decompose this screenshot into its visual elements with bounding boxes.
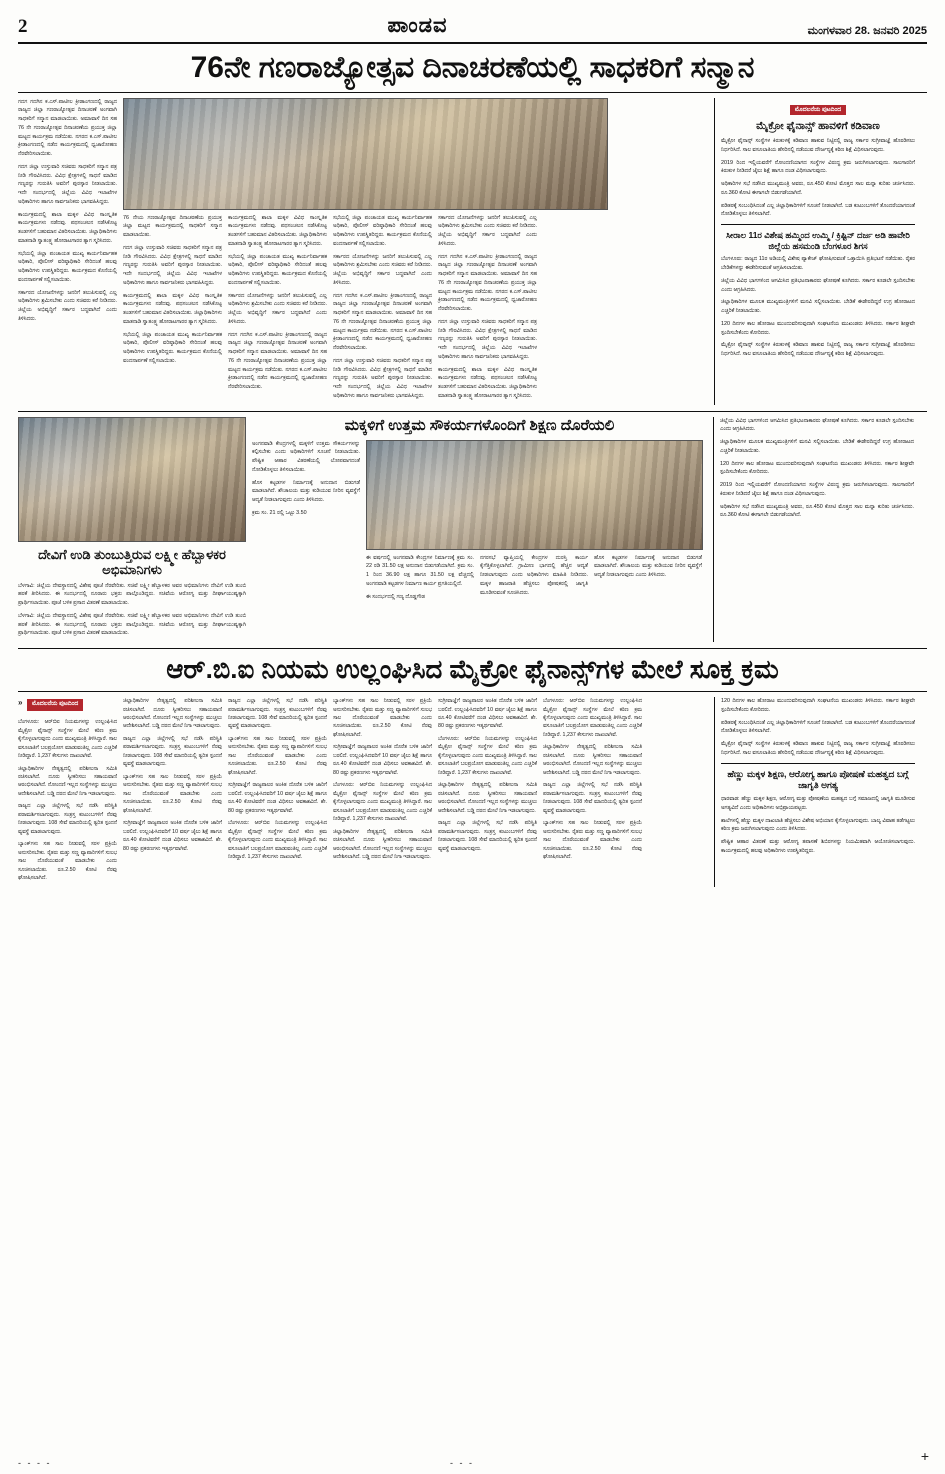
lead-story-zone (18, 98, 708, 405)
lead-paragraph: ಗದಗ ಗದಗಿನ ಕ.ಎಸ್.ಪಾಟೀಲ ಕ್ರೀಡಾಂಗಣದಲ್ಲಿ ರಾಜ್ಯದ ರಾಜ್ಯದ ಜಿಲ್ಲಾ ಗಣರಾಜ್ಯೋತ್ಸವ ದಿನಾಚರಣೆ ಅಂಗವಾಗಿ ಸಾಧಕರಿಗೆ ಸನ್ಮಾನ ಮಾಡಲಾಯಿತು. ಅಮಾವಾಸೆ ದಿನ ಸಹ 76 ನೇ ಗಣರಾಜ್ಯೋತ್ಸವ ದಿನಾಚರಣೆಯ ಪ್ರಯುಕ್ತ ಜಿಲ್ಲಾ ಮಟ್ಟದ ಕಾರ್ಯಕ್ರಮ ನಡೆಯಿತು. ನಗರದ ಕ.ಎಸ್.ಪಾಟೀಲ ಕ್ರೀಡಾಂಗಣದಲ್ಲಿ ನಡೆದ ಕಾರ್ಯಕ್ರಮದಲ್ಲಿ ಧ್ವಜಾರೋಹಣ ನೆರವೇರಿಸಲಾಯಿತು. (228, 331, 327, 390)
lead-paragraph: ಸರ್ಕಾರದ ಯೋಜನೆಗಳನ್ನು ಜನರಿಗೆ ತಲುಪಿಸುವಲ್ಲಿ ಎಲ್ಲ ಅಧಿಕಾರಿಗಳು ಶ್ರಮಿಸಬೇಕು ಎಂದು ಸಚಿವರು ಕರೆ ನೀಡಿದರು. ಜಿಲ್ಲೆಯ ಅಭಿವೃದ್ಧಿಗೆ ಸರ್ಕಾರ ಬದ್ಧವಾಗಿದೆ ಎಂದು ತಿಳಿಸಿದರು. (228, 292, 327, 325)
bottom-paragraph: ಬ್ಯಾಂಕ್‌ಗಳು ಸಹ ಸಾಲ ನೀಡುವಲ್ಲಿ ಸರಳ ಪ್ರಕ್ರಿಯೆ ಅನುಸರಿಸಬೇಕು. ರೈತರು ಮತ್ತು ಸಣ್ಣ ವ್ಯಾಪಾರಿಗಳಿಗೆ ಸುಲಭ ಸಾಲ ದೊರೆಯುವಂತೆ ಮಾಡಬೇಕು ಎಂದು ಸೂಚಿಸಲಾಯಿತು. ರೂ.2.50 ಕೋಟಿ ನೆರವು ಘೋಷಿಸಲಾಗಿದೆ. (228, 735, 327, 776)
bottom-paragraph: ರಾಜ್ಯದ ಎಲ್ಲಾ ಜಿಲ್ಲೆಗಳಲ್ಲಿ ಸಭೆ ನಡೆಸಿ ಪರಿಸ್ಥಿತಿ ಪರಾಮರ್ಶಿಸಲಾಗುವುದು. ಸಂತ್ರಸ್ತ ಕುಟುಂಬಗಳಿಗೆ ನೆರವು ನೀಡಲಾಗುವುದು. 108 ಸೇವೆ ಮಾದರಿಯಲ್ಲಿ ತ್ವರಿತ ಸ್ಪಂದನೆ ವ್ಯವಸ್ಥೆ ಮಾಡಲಾಗುವುದು. (438, 820, 537, 852)
bottom-paragraph: ಬೆಂಗಳೂರು: ಆರ್‌ಬಿಐ ನಿಯಮಗಳನ್ನು ಉಲ್ಲಂಘಿಸಿದ ಮೈಕ್ರೋ ಫೈನಾನ್ಸ್ ಸಂಸ್ಥೆಗಳ ಮೇಲೆ ಕಠಿಣ ಕ್ರಮ ಕೈಗೊಳ್ಳಲಾಗುವುದು ಎಂದು ಮುಖ್ಯಮಂತ್ರಿ ತಿಳಿಸಿದ್ದಾರೆ. ಸಾಲ ವಸೂಲಾತಿಗೆ ಬಲಪ್ರಯೋಗ ಮಾಡುವಂತಿಲ್ಲ ಎಂದು ಎಚ್ಚರಿಕೆ ನೀಡಿದ್ದಾರೆ. 1,237 ಕೇಸುಗಳು ದಾಖಲಾಗಿವೆ. (438, 735, 537, 776)
strip-paragraph: ನಗರಸಭೆ ವ್ಯಾಪ್ತಿಯಲ್ಲಿ ಕೇಂದ್ರಗಳ ದುರಸ್ತಿ ಕಾರ್ಯ ಕೈಗೆತ್ತಿಕೊಳ್ಳಲಾಗಿದೆ. ಗ್ರಾಮೀಣ ಭಾಗದಲ್ಲಿ ಹೆಚ್ಚಿನ ಆದ್ಯತೆ ನೀಡಲಾಗುವುದು ಎಂದು ಅಧಿಕಾರಿಗಳು ಮಾಹಿತಿ ನೀಡಿದರು. ಮಕ್ಕಳ ಹಾಜರಾತಿ ಹೆಚ್ಚಿಸಲು ಪೋಷಕರಲ್ಲಿ ಜಾಗೃತಿ ಮೂಡಿಸುವಂತೆ ಸೂಚಿಸಿದರು. (480, 554, 588, 596)
strip-column-4 (594, 554, 702, 606)
lead-paragraph: ಗದಗ ಜಿಲ್ಲಾ ಉಸ್ತುವಾರಿ ಸಚಿವರು ಸಾಧಕರಿಗೆ ಸನ್ಮಾನ ಪತ್ರ ನೀಡಿ ಗೌರವಿಸಿದರು. ವಿವಿಧ ಕ್ಷೇತ್ರಗಳಲ್ಲಿ ಸಾಧನೆ ಮಾಡಿದ ಗಣ್ಯರನ್ನು ಗುರುತಿಸಿ ಅವರಿಗೆ ಪುರಸ್ಕಾರ ನೀಡಲಾಯಿತು. ಇದೇ ಸಂದರ್ಭದಲ್ಲಿ ಜಿಲ್ಲೆಯ ವಿವಿಧ ಇಲಾಖೆಗಳ ಅಧಿಕಾರಿಗಳು ಹಾಗೂ ಸಾರ್ವಜನಿಕರು ಭಾಗವಹಿಸಿದ್ದರು. (123, 244, 222, 286)
lead-paragraph: ಸಭೆಯಲ್ಲಿ ಜಿಲ್ಲಾ ಪಂಚಾಯತ ಮುಖ್ಯ ಕಾರ್ಯನಿರ್ವಾಹಕ ಅಧಿಕಾರಿ, ಪೊಲೀಸ್ ವರಿಷ್ಠಾಧಿಕಾರಿ ಸೇರಿದಂತೆ ಹಲವು ಅಧಿಕಾರಿಗಳು ಉಪಸ್ಥಿತರಿದ್ದರು. ಕಾರ್ಯಕ್ರಮದ ಕೊನೆಯಲ್ಲಿ ವಂದನಾರ್ಪಣೆ ಸಲ್ಲಿಸಲಾಯಿತು. (333, 214, 432, 247)
lead-headline: 76ನೇ ಗಣರಾಜ್ಯೋತ್ಸವ ದಿನಾಚರಣೆಯಲ್ಲಿ ಸಾಧಕರಿಗೆ ಸನ್ಮಾನ (18, 44, 927, 93)
school-event-photo (366, 440, 703, 550)
strip-right-group (252, 417, 707, 643)
right-second-heading: ಸೀರಾಲ 11ರ ವಿಶೇಷ ಹಮ್ಮಿಂದ ಉಮ್ಮಿ / ಕ್ರಿಷ್ಟಿನ್ ದರ್ಜ ಅಡಿ ಹಾವೇರಿ ಜಿಲ್ಲೆಯ ಹಸಮಂಡಿ ಬೆಂಗಳೂರ ಶಿಗಸ (726, 230, 910, 251)
right-second-body (721, 255, 915, 359)
lead-paragraph: ಗದಗ ಗದಗಿನ ಕ.ಎಸ್.ಪಾಟೀಲ ಕ್ರೀಡಾಂಗಣದಲ್ಲಿ ರಾಜ್ಯದ ರಾಜ್ಯದ ಜಿಲ್ಲಾ ಗಣರಾಜ್ಯೋತ್ಸವ ದಿನಾಚರಣೆ ಅಂಗವಾಗಿ ಸಾಧಕರಿಗೆ ಸನ್ಮಾನ ಮಾಡಲಾಯಿತು. ಅಮಾವಾಸೆ ದಿನ ಸಹ 76 ನೇ ಗಣರಾಜ್ಯೋತ್ಸವ ದಿನಾಚರಣೆಯ ಪ್ರಯುಕ್ತ ಜಿಲ್ಲಾ ಮಟ್ಟದ ಕಾರ್ಯಕ್ರಮ ನಡೆಯಿತು. ನಗರದ ಕ.ಎಸ್.ಪಾಟೀಲ ಕ್ರೀಡಾಂಗಣದಲ್ಲಿ ನಡೆದ ಕಾರ್ಯಕ್ರಮದಲ್ಲಿ ಧ್ವಜಾರೋಹಣ ನೆರವೇರಿಸಲಾಯಿತು. (333, 292, 432, 351)
lead-paragraph: ಗದಗ ಗದಗಿನ ಕ.ಎಸ್.ಪಾಟೀಲ ಕ್ರೀಡಾಂಗಣದಲ್ಲಿ ರಾಜ್ಯದ ರಾಜ್ಯದ ಜಿಲ್ಲಾ ಗಣರಾಜ್ಯೋತ್ಸವ ದಿನಾಚರಣೆ ಅಂಗವಾಗಿ ಸಾಧಕರಿಗೆ ಸನ್ಮಾನ ಮಾಡಲಾಯಿತು. ಅಮಾವಾಸೆ ದಿನ ಸಹ 76 ನೇ ಗಣರಾಜ್ಯೋತ್ಸವ ದಿನಾಚರಣೆಯ ಪ್ರಯುಕ್ತ ಜಿಲ್ಲಾ ಮಟ್ಟದ ಕಾರ್ಯಕ್ರಮ ನಡೆಯಿತು. ನಗರದ ಕ.ಎಸ್.ಪಾಟೀಲ ಕ್ರೀಡಾಂಗಣದಲ್ಲಿ ನಡೆದ ಕಾರ್ಯಕ್ರಮದಲ್ಲಿ ಧ್ವಜಾರೋಹಣ ನೆರವೇರಿಸಲಾಯಿತು. (438, 253, 537, 312)
main-body (18, 98, 927, 405)
bottom-paragraph: ಬ್ಯಾಂಕ್‌ಗಳು ಸಹ ಸಾಲ ನೀಡುವಲ್ಲಿ ಸರಳ ಪ್ರಕ್ರಿಯೆ ಅನುಸರಿಸಬೇಕು. ರೈತರು ಮತ್ತು ಸಣ್ಣ ವ್ಯಾಪಾರಿಗಳಿಗೆ ಸುಲಭ ಸಾಲ ದೊರೆಯುವಂತೆ ಮಾಡಬೇಕು ಎಂದು ಸೂಚಿಸಲಾಯಿತು. ರೂ.2.50 ಕೋಟಿ ನೆರವು ಘೋಷಿಸಲಾಗಿದೆ. (18, 841, 117, 882)
strip-paragraph: ಬೆಳಗಾವಿ: ಜಿಲ್ಲೆಯ ದೇವಸ್ಥಾನದಲ್ಲಿ ವಿಶೇಷ ಪೂಜೆ ನೆರವೇರಿತು. ಸಚಿವೆ ಲಕ್ಷ್ಮೀ ಹೆಬ್ಬಾಳಕರ ಅವರ ಅಭಿಮಾನಿಗಳು ದೇವಿಗೆ ಉಡಿ ತುಂಬಿ ಹರಕೆ ತೀರಿಸಿದರು. ಈ ಸಂದರ್ಭದಲ್ಲಿ ನೂರಾರು ಭಕ್ತರು ಪಾಲ್ಗೊಂಡಿದ್ದರು. ಸಚಿವೆಯ ಆರೋಗ್ಯ ಮತ್ತು ದೀರ್ಘಾಯುಷ್ಯಕ್ಕಾಗಿ ಪ್ರಾರ್ಥಿಸಲಾಯಿತು. ಪೂಜೆ ಬಳಿಕ ಪ್ರಸಾದ ವಿತರಣೆ ಮಾಡಲಾಯಿತು. (18, 582, 246, 607)
bottom-column-2 (123, 697, 222, 887)
right-paragraph: ಬೆಂಗಳೂರು: ರಾಜ್ಯದ 11ರ ಅಡಿಯಲ್ಲಿ ವಿಶೇಷ ಪ್ಯಾಕೇಜ್ ಘೋಷಿಸುವಂತೆ ಒತ್ತಾಯಿಸಿ ಪ್ರತಿಭಟನೆ ನಡೆಯಿತು. ರೈತರ ಬೇಡಿಕೆಗಳನ್ನು ಈಡೇರಿಸುವಂತೆ ಆಗ್ರಹಿಸಲಾಯಿತು. (721, 256, 915, 272)
strip-column-2 (366, 554, 474, 606)
page-number: 2 (18, 16, 28, 37)
strip-column-1 (252, 440, 360, 606)
bottom-paragraph: ಸುಗ್ರೀವಾಜ್ಞೆಗೆ ರಾಜ್ಯಪಾಲರ ಅಂಕಿತ ದೊರೆತ ಬಳಿಕ ಜಾರಿಗೆ ಬರಲಿದೆ. ಉಲ್ಲಂಘಿಸಿದವರಿಗೆ 10 ವರ್ಷ ಜೈಲು ಶಿಕ್ಷೆ ಹಾಗೂ ರೂ.40 ಕೋಟಿವರೆಗೆ ದಂಡ ವಿಧಿಸಲು ಅವಕಾಶವಿದೆ. ಶೇ. 80 ರಷ್ಟು ಪ್ರಕರಣಗಳು ಇತ್ಯರ್ಥವಾಗಿವೆ. (123, 820, 222, 852)
photo-caption: 76 ನೇಯ ಗಣರಾಜ್ಯೋತ್ಸವ ದಿನಾಚರಣೆಯ ಪ್ರಯುಕ್ತ ಜಿಲ್ಲಾ ಮಟ್ಟದ ಕಾರ್ಯಕ್ರಮದಲ್ಲಿ ಸಾಧಕರಿಗೆ ಸನ್ಮಾನ ಮಾಡಲಾಯಿತು. (123, 214, 222, 238)
bottom-paragraph: ಜಿಲ್ಲಾಧಿಕಾರಿಗಳ ನೇತೃತ್ವದಲ್ಲಿ ಪರಿಶೀಲನಾ ಸಮಿತಿ ರಚಿಸಲಾಗಿದೆ. ದೂರು ಸ್ವೀಕರಿಸಲು ಸಹಾಯವಾಣಿ ಆರಂಭಿಸಲಾಗಿದೆ. ನೋಂದಣಿ ಇಲ್ಲದ ಸಂಸ್ಥೆಗಳನ್ನು ಮುಚ್ಚಲು ಆದೇಶಿಸಲಾಗಿದೆ. ಬಡ್ಡಿ ದರದ ಮೇಲೆ ನಿಗಾ ಇಡಲಾಗುವುದು. (123, 698, 222, 730)
column-5 (438, 214, 537, 405)
lead-paragraph: ಗದಗ ಜಿಲ್ಲಾ ಉಸ್ತುವಾರಿ ಸಚಿವರು ಸಾಧಕರಿಗೆ ಸನ್ಮಾನ ಪತ್ರ ನೀಡಿ ಗೌರವಿಸಿದರು. ವಿವಿಧ ಕ್ಷೇತ್ರಗಳಲ್ಲಿ ಸಾಧನೆ ಮಾಡಿದ ಗಣ್ಯರನ್ನು ಗುರುತಿಸಿ ಅವರಿಗೆ ಪುರಸ್ಕಾರ ನೀಡಲಾಯಿತು. ಇದೇ ಸಂದರ್ಭದಲ್ಲಿ ಜಿಲ್ಲೆಯ ವಿವಿಧ ಇಲಾಖೆಗಳ ಅಧಿಕಾರಿಗಳು ಹಾಗೂ ಸಾರ್ವಜನಿಕರು ಭಾಗವಹಿಸಿದ್ದರು. (18, 163, 117, 205)
dateline: ಮಂಗಳವಾರ 28. ಜನವರಿ 2025 (807, 25, 927, 37)
lead-paragraph: ಸಭೆಯಲ್ಲಿ ಜಿಲ್ಲಾ ಪಂಚಾಯತ ಮುಖ್ಯ ಕಾರ್ಯನಿರ್ವಾಹಕ ಅಧಿಕಾರಿ, ಪೊಲೀಸ್ ವರಿಷ್ಠಾಧಿಕಾರಿ ಸೇರಿದಂತೆ ಹಲವು ಅಧಿಕಾರಿಗಳು ಉಪಸ್ಥಿತರಿದ್ದರು. ಕಾರ್ಯಕ್ರಮದ ಕೊನೆಯಲ್ಲಿ ವಂದನಾರ್ಪಣೆ ಸಲ್ಲಿಸಲಾಯಿತು. (123, 331, 222, 364)
right-paragraph: ಮೈಕ್ರೋ ಫೈನಾನ್ಸ್ ಸಂಸ್ಥೆಗಳ ಕಿರುಕುಳಕ್ಕೆ ಕಡಿವಾಣ ಹಾಕುವ ನಿಟ್ಟಿನಲ್ಲಿ ರಾಜ್ಯ ಸರ್ಕಾರ ಸುಗ್ರೀವಾಜ್ಞೆ ಹೊರಡಿಸಲು ನಿರ್ಧರಿಸಿದೆ. ಸಾಲ ವಸೂಲಾತಿಯ ಹೆಸರಿನಲ್ಲಿ ನಡೆಯುವ ದೌರ್ಜನ್ಯಕ್ಕೆ ಕಠಿಣ ಶಿಕ್ಷೆ ವಿಧಿಸಲಾಗುವುದು. (721, 741, 915, 756)
right-paragraph: 2019 ರಿಂದ ಇಲ್ಲಿಯವರೆಗೆ ನೋಂದಣಿಯಾಗದ ಸಂಸ್ಥೆಗಳ ವಿರುದ್ಧ ಕ್ರಮ ಜರುಗಿಸಲಾಗುವುದು. ಸಾಲಗಾರರಿಗೆ ಕಿರುಕುಳ ನೀಡಿದರೆ ಜೈಲು ಶಿಕ್ಷೆ ಹಾಗೂ ದಂಡ ವಿಧಿಸಲಾಗುವುದು. (721, 159, 915, 175)
bottom-paragraph: ಬೆಂಗಳೂರು: ಆರ್‌ಬಿಐ ನಿಯಮಗಳನ್ನು ಉಲ್ಲಂಘಿಸಿದ ಮೈಕ್ರೋ ಫೈನಾನ್ಸ್ ಸಂಸ್ಥೆಗಳ ಮೇಲೆ ಕಠಿಣ ಕ್ರಮ ಕೈಗೊಳ್ಳಲಾಗುವುದು ಎಂದು ಮುಖ್ಯಮಂತ್ರಿ ತಿಳಿಸಿದ್ದಾರೆ. ಸಾಲ ವಸೂಲಾತಿಗೆ ಬಲಪ್ರಯೋಗ ಮಾಡುವಂತಿಲ್ಲ ಎಂದು ಎಚ್ಚರಿಕೆ ನೀಡಿದ್ದಾರೆ. 1,237 ಕೇಸುಗಳು ದಾಖಲಾಗಿವೆ. (333, 782, 432, 823)
bottom-headline: ಆರ್.ಬಿ.ಐ ನಿಯಮ ಉಲ್ಲಂಘಿಸಿದ ಮೈಕ್ರೋ ಫೈನಾನ್ಸ್‌ಗಳ ಮೇಲೆ ಸೂಕ್ತ ಕ್ರಮ (18, 648, 927, 692)
strip-paragraph: ಅಂಗನವಾಡಿ ಕೇಂದ್ರಗಳಲ್ಲಿ ಮಕ್ಕಳಿಗೆ ಉತ್ತಮ ಸೌಕರ್ಯಗಳನ್ನು ಕಲ್ಪಿಸಬೇಕು ಎಂದು ಅಧಿಕಾರಿಗಳಿಗೆ ಸೂಚನೆ ನೀಡಲಾಯಿತು. ಪೌಷ್ಟಿಕ ಆಹಾರ ವಿತರಣೆಯಲ್ಲಿ ಲೋಪವಾಗದಂತೆ ನೋಡಿಕೊಳ್ಳಲು ತಿಳಿಸಲಾಯಿತು. (252, 440, 360, 473)
right-paragraph: ಧಾರವಾಡ: ಹೆಣ್ಣು ಮಕ್ಕಳ ಶಿಕ್ಷಣ, ಆರೋಗ್ಯ ಮತ್ತು ಪೋಷಣೆಯ ಮಹತ್ವದ ಬಗ್ಗೆ ಸಮಾಜದಲ್ಲಿ ಜಾಗೃತಿ ಮೂಡಿಸುವ ಅಗತ್ಯವಿದೆ ಎಂದು ಅಧಿಕಾರಿಗಳು ಅಭಿಪ್ರಾಯಪಟ್ಟರು. (721, 796, 915, 811)
lead-paragraph: ಗದಗ ಜಿಲ್ಲಾ ಉಸ್ತುವಾರಿ ಸಚಿವರು ಸಾಧಕರಿಗೆ ಸನ್ಮಾನ ಪತ್ರ ನೀಡಿ ಗೌರವಿಸಿದರು. ವಿವಿಧ ಕ್ಷೇತ್ರಗಳಲ್ಲಿ ಸಾಧನೆ ಮಾಡಿದ ಗಣ್ಯರನ್ನು ಗುರುತಿಸಿ ಅವರಿಗೆ ಪುರಸ್ಕಾರ ನೀಡಲಾಯಿತು. ಇದೇ ಸಂದರ್ಭದಲ್ಲಿ ಜಿಲ್ಲೆಯ ವಿವಿಧ ಇಲಾಖೆಗಳ ಅಧಿಕಾರಿಗಳು ಹಾಗೂ ಸಾರ್ವಜನಿಕರು ಭಾಗವಹಿಸಿದ್ದರು. (438, 318, 537, 360)
lead-photo (123, 98, 608, 210)
bottom-column-3 (228, 697, 327, 887)
column-group-photo (123, 98, 608, 405)
strip-left-heading: ದೇವಿಗೆ ಉಡಿ ತುಂಬುತ್ತಿರುವ ಲಕ್ಷ್ಮೀ ಹೆಬ್ಬಾಳಕರ ಅಭಿಮಾನಿಗಳು (38, 546, 226, 578)
bottom-right-rail (714, 697, 915, 887)
strip-paragraph: ಹೊಸ ಕಟ್ಟಡಗಳ ನಿರ್ಮಾಣಕ್ಕೆ ಅನುದಾನ ಬಿಡುಗಡೆ ಮಾಡಲಾಗಿದೆ. ಶೌಚಾಲಯ ಮತ್ತು ಕುಡಿಯುವ ನೀರಿನ ವ್ಯವಸ್ಥೆಗೆ ಆದ್ಯತೆ ನೀಡಲಾಗುವುದು ಎಂದು ತಿಳಿಸಿದರು. (594, 554, 702, 578)
bottom-column-1 (18, 697, 117, 887)
right-paragraph: 120 ದಿನಗಳ ಕಾಲ ಹೋರಾಟ ಮುಂದುವರಿಸುವುದಾಗಿ ಸಂಘಟನೆಯ ಮುಖಂಡರು ತಿಳಿಸಿದರು. ಸರ್ಕಾರ ಶೀಘ್ರವೇ ಸ್ಪಂದಿಸಬೇಕೆಂದು ಕೋರಿದರು. (721, 698, 915, 713)
lead-paragraph: ಗದಗ ಜಿಲ್ಲಾ ಉಸ್ತುವಾರಿ ಸಚಿವರು ಸಾಧಕರಿಗೆ ಸನ್ಮಾನ ಪತ್ರ ನೀಡಿ ಗೌರವಿಸಿದರು. ವಿವಿಧ ಕ್ಷೇತ್ರಗಳಲ್ಲಿ ಸಾಧನೆ ಮಾಡಿದ ಗಣ್ಯರನ್ನು ಗುರುತಿಸಿ ಅವರಿಗೆ ಪುರಸ್ಕಾರ ನೀಡಲಾಯಿತು. ಇದೇ ಸಂದರ್ಭದಲ್ಲಿ ಜಿಲ್ಲೆಯ ವಿವಿಧ ಇಲಾಖೆಗಳ ಅಧಿಕಾರಿಗಳು ಹಾಗೂ ಸಾರ್ವಜನಿಕರು ಭಾಗವಹಿಸಿದ್ದರು. (333, 357, 432, 399)
right-paragraph: 120 ದಿನಗಳ ಕಾಲ ಹೋರಾಟ ಮುಂದುವರಿಸುವುದಾಗಿ ಸಂಘಟನೆಯ ಮುಖಂಡರು ತಿಳಿಸಿದರು. ಸರ್ಕಾರ ಶೀಘ್ರವೇ ಸ್ಪಂದಿಸಬೇಕೆಂದು ಕೋರಿದರು. (721, 320, 915, 336)
right-paragraph: ಪಡಿತರಕ್ಕೆ ಸಂಬಂಧಿಸಿದಂತೆ ಎಲ್ಲ ಜಿಲ್ಲಾಧಿಕಾರಿಗಳಿಗೆ ಸೂಚನೆ ನೀಡಲಾಗಿದೆ. ಬಡ ಕುಟುಂಬಗಳಿಗೆ ತೊಂದರೆಯಾಗದಂತೆ ನೋಡಿಕೊಳ್ಳಲು ತಿಳಿಸಲಾಗಿದೆ. (721, 719, 915, 735)
bottom-paragraph: ಸುಗ್ರೀವಾಜ್ಞೆಗೆ ರಾಜ್ಯಪಾಲರ ಅಂಕಿತ ದೊರೆತ ಬಳಿಕ ಜಾರಿಗೆ ಬರಲಿದೆ. ಉಲ್ಲಂಘಿಸಿದವರಿಗೆ 10 ವರ್ಷ ಜೈಲು ಶಿಕ್ಷೆ ಹಾಗೂ ರೂ.40 ಕೋಟಿವರೆಗೆ ದಂಡ ವಿಧಿಸಲು ಅವಕಾಶವಿದೆ. ಶೇ. 80 ರಷ್ಟು ಪ್ರಕರಣಗಳು ಇತ್ಯರ್ಥವಾಗಿವೆ. (333, 744, 432, 776)
lead-paragraph: ಸರ್ಕಾರದ ಯೋಜನೆಗಳನ್ನು ಜನರಿಗೆ ತಲುಪಿಸುವಲ್ಲಿ ಎಲ್ಲ ಅಧಿಕಾರಿಗಳು ಶ್ರಮಿಸಬೇಕು ಎಂದು ಸಚಿವರು ಕರೆ ನೀಡಿದರು. ಜಿಲ್ಲೆಯ ಅಭಿವೃದ್ಧಿಗೆ ಸರ್ಕಾರ ಬದ್ಧವಾಗಿದೆ ಎಂದು ತಿಳಿಸಿದರು. (18, 289, 117, 322)
bottom-paragraph: ಜಿಲ್ಲಾಧಿಕಾರಿಗಳ ನೇತೃತ್ವದಲ್ಲಿ ಪರಿಶೀಲನಾ ಸಮಿತಿ ರಚಿಸಲಾಗಿದೆ. ದೂರು ಸ್ವೀಕರಿಸಲು ಸಹಾಯವಾಣಿ ಆರಂಭಿಸಲಾಗಿದೆ. ನೋಂದಣಿ ಇಲ್ಲದ ಸಂಸ್ಥೆಗಳನ್ನು ಮುಚ್ಚಲು ಆದೇಶಿಸಲಾಗಿದೆ. ಬಡ್ಡಿ ದರದ ಮೇಲೆ ನಿಗಾ ಇಡಲಾಗುವುದು. (333, 828, 432, 861)
bottom-paragraph: ರಾಜ್ಯದ ಎಲ್ಲಾ ಜಿಲ್ಲೆಗಳಲ್ಲಿ ಸಭೆ ನಡೆಸಿ ಪರಿಸ್ಥಿತಿ ಪರಾಮರ್ಶಿಸಲಾಗುವುದು. ಸಂತ್ರಸ್ತ ಕುಟುಂಬಗಳಿಗೆ ನೆರವು ನೀಡಲಾಗುವುದು. 108 ಸೇವೆ ಮಾದರಿಯಲ್ಲಿ ತ್ವರಿತ ಸ್ಪಂದನೆ ವ್ಯವಸ್ಥೆ ಮಾಡಲಾಗುವುದು. (543, 782, 642, 814)
divider (721, 224, 915, 225)
lead-paragraph: ಸರ್ಕಾರದ ಯೋಜನೆಗಳನ್ನು ಜನರಿಗೆ ತಲುಪಿಸುವಲ್ಲಿ ಎಲ್ಲ ಅಧಿಕಾರಿಗಳು ಶ್ರಮಿಸಬೇಕು ಎಂದು ಸಚಿವರು ಕರೆ ನೀಡಿದರು. ಜಿಲ್ಲೆಯ ಅಭಿವೃದ್ಧಿಗೆ ಸರ್ಕಾರ ಬದ್ಧವಾಗಿದೆ ಎಂದು ತಿಳಿಸಿದರು. (333, 253, 432, 286)
bottom-paragraph: ರಾಜ್ಯದ ಎಲ್ಲಾ ಜಿಲ್ಲೆಗಳಲ್ಲಿ ಸಭೆ ನಡೆಸಿ ಪರಿಸ್ಥಿತಿ ಪರಾಮರ್ಶಿಸಲಾಗುವುದು. ಸಂತ್ರಸ್ತ ಕುಟುಂಬಗಳಿಗೆ ನೆರವು ನೀಡಲಾಗುವುದು. 108 ಸೇವೆ ಮಾದರಿಯಲ್ಲಿ ತ್ವರಿತ ಸ್ಪಂದನೆ ವ್ಯವಸ್ಥೆ ಮಾಡಲಾಗುವುದು. (228, 698, 327, 730)
lead-paragraph: ಕಾರ್ಯಕ್ರಮದಲ್ಲಿ ಶಾಲಾ ಮಕ್ಕಳ ವಿವಿಧ ಸಾಂಸ್ಕೃತಿಕ ಕಾರ್ಯಕ್ರಮಗಳು ನಡೆದವು. ಪಥಸಂಚಲನ ನಡೆಸಿಕೊಟ್ಟ ತಂಡಗಳಿಗೆ ಬಹುಮಾನ ವಿತರಿಸಲಾಯಿತು. ಜಿಲ್ಲಾಧಿಕಾರಿಗಳು ಮಾತನಾಡಿ ಸ್ವಾತಂತ್ರ್ಯ ಹೋರಾಟಗಾರರ ತ್ಯಾಗ ಸ್ಮರಿಸಿದರು. (228, 214, 327, 247)
lead-subcolumns (123, 214, 608, 405)
continued-kicker: ಮೊದಲನೆಯ ಪುಟದಿಂದ (790, 105, 846, 115)
right-paragraph: ಮೈಕ್ರೋ ಫೈನಾನ್ಸ್ ಸಂಸ್ಥೆಗಳ ಕಿರುಕುಳಕ್ಕೆ ಕಡಿವಾಣ ಹಾಕುವ ನಿಟ್ಟಿನಲ್ಲಿ ರಾಜ್ಯ ಸರ್ಕಾರ ಸುಗ್ರೀವಾಜ್ಞೆ ಹೊರಡಿಸಲು ನಿರ್ಧರಿಸಿದೆ. ಸಾಲ ವಸೂಲಾತಿಯ ಹೆಸರಿನಲ್ಲಿ ನಡೆಯುವ ದೌರ್ಜನ್ಯಕ್ಕೆ ಕಠಿಣ ಶಿಕ್ಷೆ ವಿಧಿಸಲಾಗುವುದು. (721, 138, 915, 153)
bottom-story-zone (18, 697, 708, 887)
right-paragraph: 120 ದಿನಗಳ ಕಾಲ ಹೋರಾಟ ಮುಂದುವರಿಸುವುದಾಗಿ ಸಂಘಟನೆಯ ಮುಖಂಡರು ತಿಳಿಸಿದರು. ಸರ್ಕಾರ ಶೀಘ್ರವೇ ಸ್ಪಂದಿಸಬೇಕೆಂದು ಕೋರಿದರು. (720, 460, 914, 476)
bottom-paragraph: ರಾಜ್ಯದ ಎಲ್ಲಾ ಜಿಲ್ಲೆಗಳಲ್ಲಿ ಸಭೆ ನಡೆಸಿ ಪರಿಸ್ಥಿತಿ ಪರಾಮರ್ಶಿಸಲಾಗುವುದು. ಸಂತ್ರಸ್ತ ಕುಟುಂಬಗಳಿಗೆ ನೆರವು ನೀಡಲಾಗುವುದು. 108 ಸೇವೆ ಮಾದರಿಯಲ್ಲಿ ತ್ವರಿತ ಸ್ಪಂದನೆ ವ್ಯವಸ್ಥೆ ಮಾಡಲಾಗುವುದು. (123, 735, 222, 768)
right-paragraph: ಪೌಷ್ಟಿಕ ಆಹಾರ ವಿತರಣೆ ಮತ್ತು ಆರೋಗ್ಯ ತಪಾಸಣೆ ಶಿಬಿರಗಳನ್ನು ನಿಯಮಿತವಾಗಿ ಆಯೋಜಿಸಲಾಗುವುದು. ಕಾರ್ಯಕ್ರಮದಲ್ಲಿ ಹಲವು ಅಧಿಕಾರಿಗಳು ಉಪಸ್ಥಿತರಿದ್ದರು. (721, 839, 915, 854)
bottom-paragraph: ಬ್ಯಾಂಕ್‌ಗಳು ಸಹ ಸಾಲ ನೀಡುವಲ್ಲಿ ಸರಳ ಪ್ರಕ್ರಿಯೆ ಅನುಸರಿಸಬೇಕು. ರೈತರು ಮತ್ತು ಸಣ್ಣ ವ್ಯಾಪಾರಿಗಳಿಗೆ ಸುಲಭ ಸಾಲ ದೊರೆಯುವಂತೆ ಮಾಡಬೇಕು ಎಂದು ಸೂಚಿಸಲಾಯಿತು. ರೂ.2.50 ಕೋಟಿ ನೆರವು ಘೋಷಿಸಲಾಗಿದೆ. (123, 773, 222, 814)
bottom-column-6 (543, 697, 642, 887)
strip-left-body (18, 582, 246, 639)
column-2 (123, 214, 222, 405)
right-paragraph: ಶಾಲೆಗಳಲ್ಲಿ ಹೆಣ್ಣು ಮಕ್ಕಳ ದಾಖಲಾತಿ ಹೆಚ್ಚಿಸಲು ವಿಶೇಷ ಅಭಿಯಾನ ಕೈಗೊಳ್ಳಲಾಗುವುದು. ಬಾಲ್ಯ ವಿವಾಹ ತಡೆಗಟ್ಟಲು ಕಠಿಣ ಕ್ರಮ ಜರುಗಿಸಲಾಗುವುದು ಎಂದು ತಿಳಿಸಿದರು. (721, 817, 915, 833)
strip-paragraph: ಬೆಳಗಾವಿ: ಜಿಲ್ಲೆಯ ದೇವಸ್ಥಾನದಲ್ಲಿ ವಿಶೇಷ ಪೂಜೆ ನೆರವೇರಿತು. ಸಚಿವೆ ಲಕ್ಷ್ಮೀ ಹೆಬ್ಬಾಳಕರ ಅವರ ಅಭಿಮಾನಿಗಳು ದೇವಿಗೆ ಉಡಿ ತುಂಬಿ ಹರಕೆ ತೀರಿಸಿದರು. ಈ ಸಂದರ್ಭದಲ್ಲಿ ನೂರಾರು ಭಕ್ತರು ಪಾಲ್ಗೊಂಡಿದ್ದರು. ಸಚಿವೆಯ ಆರೋಗ್ಯ ಮತ್ತು ದೀರ್ಘಾಯುಷ್ಯಕ್ಕಾಗಿ ಪ್ರಾರ್ಥಿಸಲಾಯಿತು. ಪೂಜೆ ಬಳಿಕ ಪ್ರಸಾದ ವಿತರಣೆ ಮಾಡಲಾಯಿತು. (18, 612, 246, 637)
strip-mid-heading: ಮಕ್ಕಳಿಗೆ ಉತ್ತಮ ಸೌಕರ್ಯಗಳೊಂದಿಗೆ ಶಿಕ್ಷಣ ದೊರೆಯಲಿ (344, 416, 615, 434)
lead-paragraph: ಕಾರ್ಯಕ್ರಮದಲ್ಲಿ ಶಾಲಾ ಮಕ್ಕಳ ವಿವಿಧ ಸಾಂಸ್ಕೃತಿಕ ಕಾರ್ಯಕ್ರಮಗಳು ನಡೆದವು. ಪಥಸಂಚಲನ ನಡೆಸಿಕೊಟ್ಟ ತಂಡಗಳಿಗೆ ಬಹುಮಾನ ವಿತರಿಸಲಾಯಿತು. ಜಿಲ್ಲಾಧಿಕಾರಿಗಳು ಮಾತನಾಡಿ ಸ್ವಾತಂತ್ರ್ಯ ಹೋರಾಟಗಾರರ ತ್ಯಾಗ ಸ್ಮರಿಸಿದರು. (438, 366, 537, 399)
strip-paragraph: ಹೊಸ ಕಟ್ಟಡಗಳ ನಿರ್ಮಾಣಕ್ಕೆ ಅನುದಾನ ಬಿಡುಗಡೆ ಮಾಡಲಾಗಿದೆ. ಶೌಚಾಲಯ ಮತ್ತು ಕುಡಿಯುವ ನೀರಿನ ವ್ಯವಸ್ಥೆಗೆ ಆದ್ಯತೆ ನೀಡಲಾಗುವುದು ಎಂದು ತಿಳಿಸಿದರು. (252, 479, 360, 503)
right-paragraph: ಜಿಲ್ಲಾಧಿಕಾರಿಗಳ ಮೂಲಕ ಮುಖ್ಯಮಂತ್ರಿಗಳಿಗೆ ಮನವಿ ಸಲ್ಲಿಸಲಾಯಿತು. ಬೇಡಿಕೆ ಈಡೇರದಿದ್ದರೆ ಉಗ್ರ ಹೋರಾಟದ ಎಚ್ಚರಿಕೆ ನೀಡಲಾಯಿತು. (721, 299, 915, 315)
column-3 (228, 214, 327, 405)
right-top-body (721, 137, 915, 219)
arrow-icon: » (18, 698, 23, 708)
strip-table-note: ಕ್ರಮ ಸಂ. 21 ರಲ್ಲಿ ಒಟ್ಟು 3.50 (252, 509, 307, 516)
right-paragraph: ಪಡಿತರಕ್ಕೆ ಸಂಬಂಧಿಸಿದಂತೆ ಎಲ್ಲ ಜಿಲ್ಲಾಧಿಕಾರಿಗಳಿಗೆ ಸೂಚನೆ ನೀಡಲಾಗಿದೆ. ಬಡ ಕುಟುಂಬಗಳಿಗೆ ತೊಂದರೆಯಾಗದಂತೆ ನೋಡಿಕೊಳ್ಳಲು ತಿಳಿಸಲಾಗಿದೆ. (721, 202, 915, 218)
right-rail (714, 98, 915, 405)
bottom-paragraph: ಜಿಲ್ಲಾಧಿಕಾರಿಗಳ ನೇತೃತ್ವದಲ್ಲಿ ಪರಿಶೀಲನಾ ಸಮಿತಿ ರಚಿಸಲಾಗಿದೆ. ದೂರು ಸ್ವೀಕರಿಸಲು ಸಹಾಯವಾಣಿ ಆರಂಭಿಸಲಾಗಿದೆ. ನೋಂದಣಿ ಇಲ್ಲದ ಸಂಸ್ಥೆಗಳನ್ನು ಮುಚ್ಚಲು ಆದೇಶಿಸಲಾಗಿದೆ. ಬಡ್ಡಿ ದರದ ಮೇಲೆ ನಿಗಾ ಇಡಲಾಗುವುದು. (18, 765, 117, 797)
lead-paragraph: ಸರ್ಕಾರದ ಯೋಜನೆಗಳನ್ನು ಜನರಿಗೆ ತಲುಪಿಸುವಲ್ಲಿ ಎಲ್ಲ ಅಧಿಕಾರಿಗಳು ಶ್ರಮಿಸಬೇಕು ಎಂದು ಸಚಿವರು ಕರೆ ನೀಡಿದರು. ಜಿಲ್ಲೆಯ ಅಭಿವೃದ್ಧಿಗೆ ಸರ್ಕಾರ ಬದ್ಧವಾಗಿದೆ ಎಂದು ತಿಳಿಸಿದರು. (438, 214, 537, 247)
bottom-paragraph: ಬ್ಯಾಂಕ್‌ಗಳು ಸಹ ಸಾಲ ನೀಡುವಲ್ಲಿ ಸರಳ ಪ್ರಕ್ರಿಯೆ ಅನುಸರಿಸಬೇಕು. ರೈತರು ಮತ್ತು ಸಣ್ಣ ವ್ಯಾಪಾರಿಗಳಿಗೆ ಸುಲಭ ಸಾಲ ದೊರೆಯುವಂತೆ ಮಾಡಬೇಕು ಎಂದು ಸೂಚಿಸಲಾಯಿತು. ರೂ.2.50 ಕೋಟಿ ನೆರವು ಘೋಷಿಸಲಾಗಿದೆ. (333, 698, 432, 738)
strip-lower-columns (366, 554, 703, 606)
column-1 (18, 98, 117, 405)
bottom-paragraph: ಸುಗ್ರೀವಾಜ್ಞೆಗೆ ರಾಜ್ಯಪಾಲರ ಅಂಕಿತ ದೊರೆತ ಬಳಿಕ ಜಾರಿಗೆ ಬರಲಿದೆ. ಉಲ್ಲಂಘಿಸಿದವರಿಗೆ 10 ವರ್ಷ ಜೈಲು ಶಿಕ್ಷೆ ಹಾಗೂ ರೂ.40 ಕೋಟಿವರೆಗೆ ದಂಡ ವಿಧಿಸಲು ಅವಕಾಶವಿದೆ. ಶೇ. 80 ರಷ್ಟು ಪ್ರಕರಣಗಳು ಇತ್ಯರ್ಥವಾಗಿವೆ. (228, 782, 327, 814)
bottom-right-body (721, 795, 915, 856)
bottom-paragraph: ಬೆಂಗಳೂರು: ಆರ್‌ಬಿಐ ನಿಯಮಗಳನ್ನು ಉಲ್ಲಂಘಿಸಿದ ಮೈಕ್ರೋ ಫೈನಾನ್ಸ್ ಸಂಸ್ಥೆಗಳ ಮೇಲೆ ಕಠಿಣ ಕ್ರಮ ಕೈಗೊಳ್ಳಲಾಗುವುದು ಎಂದು ಮುಖ್ಯಮಂತ್ರಿ ತಿಳಿಸಿದ್ದಾರೆ. ಸಾಲ ವಸೂಲಾತಿಗೆ ಬಲಪ್ರಯೋಗ ಮಾಡುವಂತಿಲ್ಲ ಎಂದು ಎಚ್ಚರಿಕೆ ನೀಡಿದ್ದಾರೆ. 1,237 ಕೇಸುಗಳು ದಾಖಲಾಗಿವೆ. (18, 719, 117, 760)
lead-paragraph: ಕಾರ್ಯಕ್ರಮದಲ್ಲಿ ಶಾಲಾ ಮಕ್ಕಳ ವಿವಿಧ ಸಾಂಸ್ಕೃತಿಕ ಕಾರ್ಯಕ್ರಮಗಳು ನಡೆದವು. ಪಥಸಂಚಲನ ನಡೆಸಿಕೊಟ್ಟ ತಂಡಗಳಿಗೆ ಬಹುಮಾನ ವಿತರಿಸಲಾಯಿತು. ಜಿಲ್ಲಾಧಿಕಾರಿಗಳು ಮಾತನಾಡಿ ಸ್ವಾತಂತ್ರ್ಯ ಹೋರಾಟಗಾರರ ತ್ಯಾಗ ಸ್ಮರಿಸಿದರು. (123, 292, 222, 325)
continued-kicker: ಮೊದಲನೆಯ ಪುಟದಿಂದ (27, 699, 83, 712)
middle-strip (18, 411, 927, 643)
lead-paragraph: ಸಭೆಯಲ್ಲಿ ಜಿಲ್ಲಾ ಪಂಚಾಯತ ಮುಖ್ಯ ಕಾರ್ಯನಿರ್ವಾಹಕ ಅಧಿಕಾರಿ, ಪೊಲೀಸ್ ವರಿಷ್ಠಾಧಿಕಾರಿ ಸೇರಿದಂತೆ ಹಲವು ಅಧಿಕಾರಿಗಳು ಉಪಸ್ಥಿತರಿದ್ದರು. ಕಾರ್ಯಕ್ರಮದ ಕೊನೆಯಲ್ಲಿ ವಂದನಾರ್ಪಣೆ ಸಲ್ಲಿಸಲಾಯಿತು. (18, 250, 117, 283)
strip-right-rail (713, 417, 914, 643)
strip-column-3 (480, 554, 588, 606)
crop-mark-right (921, 1448, 931, 1464)
crop-mark-left: - - - - (18, 1458, 52, 1468)
bottom-paragraph: ರಾಜ್ಯದ ಎಲ್ಲಾ ಜಿಲ್ಲೆಗಳಲ್ಲಿ ಸಭೆ ನಡೆಸಿ ಪರಿಸ್ಥಿತಿ ಪರಾಮರ್ಶಿಸಲಾಗುವುದು. ಸಂತ್ರಸ್ತ ಕುಟುಂಬಗಳಿಗೆ ನೆರವು ನೀಡಲಾಗುವುದು. 108 ಸೇವೆ ಮಾದರಿಯಲ್ಲಿ ತ್ವರಿತ ಸ್ಪಂದನೆ ವ್ಯವಸ್ಥೆ ಮಾಡಲಾಗುವುದು. (18, 803, 117, 835)
strip-caption: ಈ ಸಂದರ್ಭದಲ್ಲಿ ಗಣ್ಯ ದೊಡ್ಡಗೌಡ (366, 593, 425, 600)
right-top-heading: ಮೈಕ್ರೋ ಫೈನಾನ್ಸ್ ಹಾವಳಿಗೆ ಕಡಿವಾಣ (756, 120, 880, 132)
lead-paragraph: ಸಭೆಯಲ್ಲಿ ಜಿಲ್ಲಾ ಪಂಚಾಯತ ಮುಖ್ಯ ಕಾರ್ಯನಿರ್ವಾಹಕ ಅಧಿಕಾರಿ, ಪೊಲೀಸ್ ವರಿಷ್ಠಾಧಿಕಾರಿ ಸೇರಿದಂತೆ ಹಲವು ಅಧಿಕಾರಿಗಳು ಉಪಸ್ಥಿತರಿದ್ದರು. ಕಾರ್ಯಕ್ರಮದ ಕೊನೆಯಲ್ಲಿ ವಂದನಾರ್ಪಣೆ ಸಲ್ಲಿಸಲಾಯಿತು. (228, 253, 327, 286)
bottom-paragraph: ಬ್ಯಾಂಕ್‌ಗಳು ಸಹ ಸಾಲ ನೀಡುವಲ್ಲಿ ಸರಳ ಪ್ರಕ್ರಿಯೆ ಅನುಸರಿಸಬೇಕು. ರೈತರು ಮತ್ತು ಸಣ್ಣ ವ್ಯಾಪಾರಿಗಳಿಗೆ ಸುಲಭ ಸಾಲ ದೊರೆಯುವಂತೆ ಮಾಡಬೇಕು ಎಂದು ಸೂಚಿಸಲಾಯಿತು. ರೂ.2.50 ಕೋಟಿ ನೆರವು ಘೋಷಿಸಲಾಗಿದೆ. (543, 820, 642, 861)
bottom-right-heading: ಹೆಣ್ಣು ಮಕ್ಕಳ ಶಿಕ್ಷಣ, ಆರೋಗ್ಯ ಹಾಗೂ ಪೋಷಣೆ ಮಹತ್ವದ ಬಗ್ಗೆ ಜಾಗೃತಿ ಅಗತ್ಯ (727, 768, 909, 790)
lead-paragraph: ಕಾರ್ಯಕ್ರಮದಲ್ಲಿ ಶಾಲಾ ಮಕ್ಕಳ ವಿವಿಧ ಸಾಂಸ್ಕೃತಿಕ ಕಾರ್ಯಕ್ರಮಗಳು ನಡೆದವು. ಪಥಸಂಚಲನ ನಡೆಸಿಕೊಟ್ಟ ತಂಡಗಳಿಗೆ ಬಹುಮಾನ ವಿತರಿಸಲಾಯಿತು. ಜಿಲ್ಲಾಧಿಕಾರಿಗಳು ಮಾತನಾಡಿ ಸ್ವಾತಂತ್ರ್ಯ ಹೋರಾಟಗಾರರ ತ್ಯಾಗ ಸ್ಮರಿಸಿದರು. (18, 211, 117, 244)
bottom-columns (18, 697, 708, 887)
right-kicker-wrap (721, 98, 915, 119)
right-paragraph: ಜಿಲ್ಲಾಧಿಕಾರಿಗಳ ಮೂಲಕ ಮುಖ್ಯಮಂತ್ರಿಗಳಿಗೆ ಮನವಿ ಸಲ್ಲಿಸಲಾಯಿತು. ಬೇಡಿಕೆ ಈಡೇರದಿದ್ದರೆ ಉಗ್ರ ಹೋರಾಟದ ಎಚ್ಚರಿಕೆ ನೀಡಲಾಯಿತು. (720, 439, 914, 454)
paper-name: ಪಾಂಡವ (387, 14, 448, 37)
bottom-paragraph: ಬೆಂಗಳೂರು: ಆರ್‌ಬಿಐ ನಿಯಮಗಳನ್ನು ಉಲ್ಲಂಘಿಸಿದ ಮೈಕ್ರೋ ಫೈನಾನ್ಸ್ ಸಂಸ್ಥೆಗಳ ಮೇಲೆ ಕಠಿಣ ಕ್ರಮ ಕೈಗೊಳ್ಳಲಾಗುವುದು ಎಂದು ಮುಖ್ಯಮಂತ್ರಿ ತಿಳಿಸಿದ್ದಾರೆ. ಸಾಲ ವಸೂಲಾತಿಗೆ ಬಲಪ್ರಯೋಗ ಮಾಡುವಂತಿಲ್ಲ ಎಂದು ಎಚ್ಚರಿಕೆ ನೀಡಿದ್ದಾರೆ. 1,237 ಕೇಸುಗಳು ದಾಖಲಾಗಿವೆ. (543, 698, 642, 738)
lead-paragraph: ಗದಗ ಗದಗಿನ ಕ.ಎಸ್.ಪಾಟೀಲ ಕ್ರೀಡಾಂಗಣದಲ್ಲಿ ರಾಜ್ಯದ ರಾಜ್ಯದ ಜಿಲ್ಲಾ ಗಣರಾಜ್ಯೋತ್ಸವ ದಿನಾಚರಣೆ ಅಂಗವಾಗಿ ಸಾಧಕರಿಗೆ ಸನ್ಮಾನ ಮಾಡಲಾಯಿತು. ಅಮಾವಾಸೆ ದಿನ ಸಹ 76 ನೇ ಗಣರಾಜ್ಯೋತ್ಸವ ದಿನಾಚರಣೆಯ ಪ್ರಯುಕ್ತ ಜಿಲ್ಲಾ ಮಟ್ಟದ ಕಾರ್ಯಕ್ರಮ ನಡೆಯಿತು. ನಗರದ ಕ.ಎಸ್.ಪಾಟೀಲ ಕ್ರೀಡಾಂಗಣದಲ್ಲಿ ನಡೆದ ಕಾರ್ಯಕ್ರಮದಲ್ಲಿ ಧ್ವಜಾರೋಹಣ ನೆರವೇರಿಸಲಾಯಿತು. (18, 98, 117, 157)
photo-caption: ಈ ವರ್ಷದಲ್ಲಿ ಅಂಗನವಾಡಿ ಕೇಂದ್ರಗಳ ನಿರ್ಮಾಣಕ್ಕೆ ಕ್ರಮ ಸಂ. 22 ರಡಿ 31.50 ಲಕ್ಷ ಅನುದಾನ ಬಿಡುಗಡೆಯಾಗಿದೆ. ಕ್ರಮ ಸಂ. 1 ರಿಂದ 36.90 ಲಕ್ಷ ಹಾಗೂ 31.50 ಲಕ್ಷ ವೆಚ್ಚದಲ್ಲಿ ಅಂಗನವಾಡಿ ಕಟ್ಟಡಗಳ ನಿರ್ಮಾಣ ಕಾರ್ಯ ಪ್ರಗತಿಯಲ್ಲಿದೆ. (366, 554, 474, 587)
temple-photo (18, 417, 246, 542)
bottom-column-5 (438, 697, 537, 887)
bottom-body (18, 697, 927, 887)
bottom-right-top-body (721, 697, 915, 758)
bottom-paragraph: ಬೆಂಗಳೂರು: ಆರ್‌ಬಿಐ ನಿಯಮಗಳನ್ನು ಉಲ್ಲಂಘಿಸಿದ ಮೈಕ್ರೋ ಫೈನಾನ್ಸ್ ಸಂಸ್ಥೆಗಳ ಮೇಲೆ ಕಠಿಣ ಕ್ರಮ ಕೈಗೊಳ್ಳಲಾಗುವುದು ಎಂದು ಮುಖ್ಯಮಂತ್ರಿ ತಿಳಿಸಿದ್ದಾರೆ. ಸಾಲ ವಸೂಲಾತಿಗೆ ಬಲಪ್ರಯೋಗ ಮಾಡುವಂತಿಲ್ಲ ಎಂದು ಎಚ್ಚರಿಕೆ ನೀಡಿದ್ದಾರೆ. 1,237 ಕೇಸುಗಳು ದಾಖಲಾಗಿವೆ. (228, 820, 327, 861)
right-paragraph: ಮೈಕ್ರೋ ಫೈನಾನ್ಸ್ ಸಂಸ್ಥೆಗಳ ಕಿರುಕುಳಕ್ಕೆ ಕಡಿವಾಣ ಹಾಕುವ ನಿಟ್ಟಿನಲ್ಲಿ ರಾಜ್ಯ ಸರ್ಕಾರ ಸುಗ್ರೀವಾಜ್ಞೆ ಹೊರಡಿಸಲು ನಿರ್ಧರಿಸಿದೆ. ಸಾಲ ವಸೂಲಾತಿಯ ಹೆಸರಿನಲ್ಲಿ ನಡೆಯುವ ದೌರ್ಜನ್ಯಕ್ಕೆ ಕಠಿಣ ಶಿಕ್ಷೆ ವಿಧಿಸಲಾಗುವುದು. (721, 342, 915, 358)
bottom-paragraph: ಜಿಲ್ಲಾಧಿಕಾರಿಗಳ ನೇತೃತ್ವದಲ್ಲಿ ಪರಿಶೀಲನಾ ಸಮಿತಿ ರಚಿಸಲಾಗಿದೆ. ದೂರು ಸ್ವೀಕರಿಸಲು ಸಹಾಯವಾಣಿ ಆರಂಭಿಸಲಾಗಿದೆ. ನೋಂದಣಿ ಇಲ್ಲದ ಸಂಸ್ಥೆಗಳನ್ನು ಮುಚ್ಚಲು ಆದೇಶಿಸಲಾಗಿದೆ. ಬಡ್ಡಿ ದರದ ಮೇಲೆ ನಿಗಾ ಇಡಲಾಗುವುದು. (438, 782, 537, 814)
column-4 (333, 214, 432, 405)
bottom-kicker-line (18, 697, 117, 714)
strip-right-body (720, 417, 914, 521)
right-paragraph: ಜಿಲ್ಲೆಯ ವಿವಿಧ ಭಾಗಗಳಿಂದ ಆಗಮಿಸಿದ ಪ್ರತಿಭಟನಾಕಾರರು ಘೋಷಣೆ ಕೂಗಿದರು. ಸರ್ಕಾರ ಕೂಡಲೇ ಸ್ಪಂದಿಸಬೇಕು ಎಂದು ಆಗ್ರಹಿಸಿದರು. (720, 417, 914, 433)
bottom-paragraph: ಸುಗ್ರೀವಾಜ್ಞೆಗೆ ರಾಜ್ಯಪಾಲರ ಅಂಕಿತ ದೊರೆತ ಬಳಿಕ ಜಾರಿಗೆ ಬರಲಿದೆ. ಉಲ್ಲಂಘಿಸಿದವರಿಗೆ 10 ವರ್ಷ ಜೈಲು ಶಿಕ್ಷೆ ಹಾಗೂ ರೂ.40 ಕೋಟಿವರೆಗೆ ದಂಡ ವಿಧಿಸಲು ಅವಕಾಶವಿದೆ. ಶೇ. 80 ರಷ್ಟು ಪ್ರಕರಣಗಳು ಇತ್ಯರ್ಥವಾಗಿವೆ. (438, 698, 537, 730)
right-paragraph: 2019 ರಿಂದ ಇಲ್ಲಿಯವರೆಗೆ ನೋಂದಣಿಯಾಗದ ಸಂಸ್ಥೆಗಳ ವಿರುದ್ಧ ಕ್ರಮ ಜರುಗಿಸಲಾಗುವುದು. ಸಾಲಗಾರರಿಗೆ ಕಿರುಕುಳ ನೀಡಿದರೆ ಜೈಲು ಶಿಕ್ಷೆ ಹಾಗೂ ದಂಡ ವಿಧಿಸಲಾಗುವುದು. (720, 482, 914, 497)
divider (721, 763, 915, 764)
right-paragraph: ಅಧಿಕಾರಿಗಳ ಸಭೆ ನಡೆಸಿದ ಮುಖ್ಯಮಂತ್ರಿ ಅವರು, ರೂ.450 ಕೋಟಿ ಮೊತ್ತದ ಸಾಲ ಮನ್ನಾ ಕುರಿತು ಚರ್ಚಿಸಿದರು. ರೂ.360 ಕೋಟಿ ಈಗಾಗಲೇ ಬಿಡುಗಡೆಯಾಗಿದೆ. (721, 181, 915, 196)
masthead (18, 14, 927, 44)
right-paragraph: ಜಿಲ್ಲೆಯ ವಿವಿಧ ಭಾಗಗಳಿಂದ ಆಗಮಿಸಿದ ಪ್ರತಿಭಟನಾಕಾರರು ಘೋಷಣೆ ಕೂಗಿದರು. ಸರ್ಕಾರ ಕೂಡಲೇ ಸ್ಪಂದಿಸಬೇಕು ಎಂದು ಆಗ್ರಹಿಸಿದರು. (721, 277, 915, 293)
crop-mark-center: - - - (450, 1458, 474, 1468)
strip-mid-columns (252, 440, 707, 606)
lead-columns (18, 98, 708, 405)
strip-photo-group (366, 440, 703, 606)
bottom-column-4 (333, 697, 432, 887)
bottom-paragraph: ಜಿಲ್ಲಾಧಿಕಾರಿಗಳ ನೇತೃತ್ವದಲ್ಲಿ ಪರಿಶೀಲನಾ ಸಮಿತಿ ರಚಿಸಲಾಗಿದೆ. ದೂರು ಸ್ವೀಕರಿಸಲು ಸಹಾಯವಾಣಿ ಆರಂಭಿಸಲಾಗಿದೆ. ನೋಂದಣಿ ಇಲ್ಲದ ಸಂಸ್ಥೆಗಳನ್ನು ಮುಚ್ಚಲು ಆದೇಶಿಸಲಾಗಿದೆ. ಬಡ್ಡಿ ದರದ ಮೇಲೆ ನಿಗಾ ಇಡಲಾಗುವುದು. (543, 744, 642, 776)
right-paragraph: ಅಧಿಕಾರಿಗಳ ಸಭೆ ನಡೆಸಿದ ಮುಖ್ಯಮಂತ್ರಿ ಅವರು, ರೂ.450 ಕೋಟಿ ಮೊತ್ತದ ಸಾಲ ಮನ್ನಾ ಕುರಿತು ಚರ್ಚಿಸಿದರು. ರೂ.360 ಕೋಟಿ ಈಗಾಗಲೇ ಬಿಡುಗಡೆಯಾಗಿದೆ. (720, 503, 914, 519)
strip-left-story (18, 417, 246, 643)
